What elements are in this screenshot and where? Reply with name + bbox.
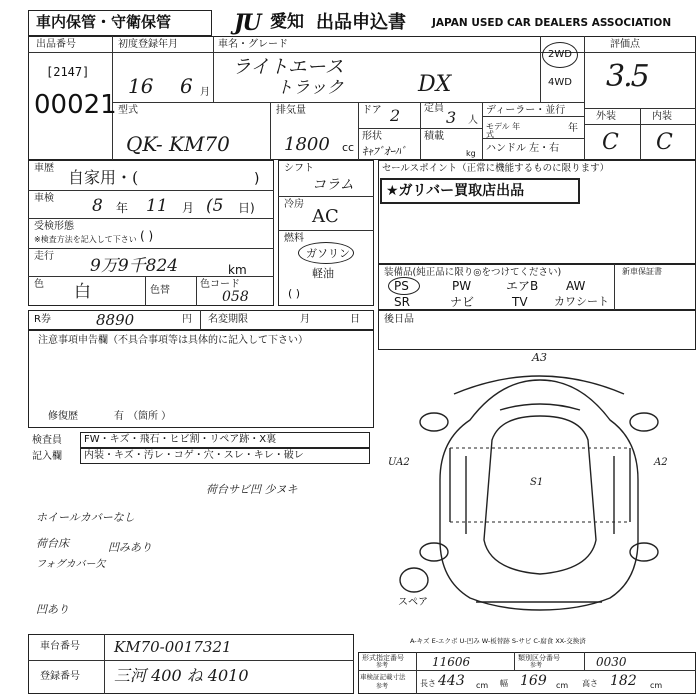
mileage-unit: km — [228, 263, 247, 277]
method-label: 受検形態 — [34, 221, 74, 232]
note-rust: 荷台サビ凹 少ヌキ — [206, 483, 298, 496]
recycle-yen: 円 — [182, 314, 192, 325]
dims-label: 車検証記載寸法 — [360, 673, 406, 681]
note-2: 荷台床 — [36, 537, 69, 550]
inspector-text-2: 内装・キズ・汚レ・コゲ・穴・スレ・キレ・破レ — [84, 450, 304, 461]
equip-pw: PW — [452, 279, 472, 293]
recycle-value: 8890 — [96, 311, 135, 329]
inspection-year-unit: 年 — [116, 201, 129, 215]
aircon-value: AC — [312, 206, 339, 227]
displacement-label: 排気量 — [276, 105, 306, 116]
sales-point-label: セールスポイント（正常に機能するものに限ります） — [382, 163, 610, 174]
note-3: フォグカバー欠 — [36, 559, 106, 570]
handle-label: ハンドル 左・右 — [486, 143, 560, 154]
interior-grade: C — [656, 130, 673, 155]
logo-aichi: 愛知 — [270, 12, 304, 32]
damage-ua2: UA2 — [388, 457, 410, 468]
color-value: 白 — [74, 282, 91, 302]
length-cm: cm — [476, 681, 489, 690]
registration-label: 登録番号 — [40, 671, 80, 682]
history-label: 車歴 — [34, 163, 54, 174]
color-code-label: 色コード — [200, 279, 240, 290]
reg-year: 16 — [128, 74, 154, 98]
first-reg-label: 初度登録年月 — [118, 39, 178, 50]
equip-navi: ナビ — [450, 295, 475, 309]
equip-leather: カワシート — [554, 295, 609, 308]
fuel-gasoline: ガソリン — [306, 247, 350, 260]
ju-logo: JU — [234, 10, 260, 36]
damage-a3: A3 — [532, 351, 547, 364]
class-no-label: 類別区分番号 — [518, 654, 560, 662]
lot-small: [2147] — [46, 65, 90, 79]
model-value: QK- KM70 — [126, 132, 230, 156]
lot-number: 00021 — [34, 90, 117, 120]
model-label: 型式 — [118, 105, 138, 116]
color-label: 色 — [34, 279, 44, 290]
aircon-label: 冷房 — [284, 199, 304, 210]
storage-label: 車内保管・守衛保管 — [36, 13, 172, 31]
recycle-block — [28, 310, 374, 330]
score-value: 3.5 — [606, 59, 648, 94]
deadline-day: 日 — [350, 314, 360, 325]
color-change-label: 色替 — [150, 285, 170, 296]
width-cm: cm — [556, 681, 569, 690]
drive-4wd: 4WD — [548, 77, 572, 88]
class-no-ref: 参考 — [530, 662, 543, 669]
drive-2wd-circle — [542, 42, 578, 68]
deadline-month: 月 — [300, 314, 310, 325]
fuel-paren: ( ) — [288, 287, 301, 300]
capacity-value: 3 — [446, 108, 457, 127]
person-unit: 人 — [468, 115, 478, 126]
spare-label: スペア — [398, 597, 428, 608]
repair-location: （箇所 ） — [128, 411, 172, 422]
shift-value: コラム — [312, 177, 354, 193]
reg-month: 6 — [180, 74, 193, 98]
history-value: 自家用・( — [68, 168, 139, 187]
fuel-diesel: 軽油 — [312, 267, 334, 280]
deadline-label: 名変期限 — [208, 314, 248, 325]
after-install-label: 後日品 — [384, 314, 414, 325]
exterior-label: 外装 — [596, 111, 616, 122]
equip-airbag: エアB — [506, 279, 539, 293]
shape-value: ｷｬﾌﾞｵｰﾊﾞ — [362, 145, 406, 158]
repair-label: 修復歴 — [48, 411, 78, 422]
height-label: 高さ — [582, 679, 598, 688]
height-value: 182 — [610, 673, 637, 689]
type-no-label: 形式指定番号 — [362, 654, 404, 662]
car-name-label: 車名・グレード — [218, 39, 288, 50]
car-grade: DX — [418, 72, 452, 97]
dealer-label: ディーラー・並行 — [486, 105, 566, 116]
equip-ps-circle — [388, 277, 420, 295]
fuel-label: 燃料 — [284, 233, 304, 244]
inspector-label-2: 記入欄 — [32, 451, 62, 462]
association-name: JAPAN USED CAR DEALERS ASSOCIATION — [432, 17, 672, 29]
cc-unit: cc — [342, 141, 355, 154]
width-value: 169 — [520, 673, 547, 689]
type-no: 11606 — [432, 655, 471, 669]
doors-value: 2 — [390, 106, 401, 125]
registration-value: 三河 400 ね 4010 — [114, 666, 249, 685]
lot-label: 出品番号 — [36, 39, 76, 50]
damage-legend: A-キズ E-エクボ U-凹み W-板替跡 S-サビ C-腐食 XX-交換済 — [410, 637, 586, 645]
interior-label: 内装 — [652, 111, 672, 122]
dims-ref: 参考 — [376, 683, 389, 690]
capacity-label: 定員 — [424, 103, 444, 114]
displacement-value: 1800 — [284, 134, 330, 155]
height-cm: cm — [650, 681, 663, 690]
inspection-month: 11 — [146, 196, 168, 216]
color-code: 058 — [222, 289, 249, 305]
equip-aw: AW — [566, 279, 586, 293]
inspector-text-1: FW・キズ・飛石・ヒビ割・リペア跡・X裏 — [84, 434, 277, 445]
chassis-value: KM70-0017321 — [114, 638, 232, 656]
history-close: ) — [254, 171, 260, 187]
note-5: 凹あり — [36, 603, 69, 616]
fuel-gasoline-circle — [298, 242, 354, 264]
form-title: 出品申込書 — [316, 12, 406, 33]
doors-label: ドア — [362, 105, 382, 116]
shift-label: シフト — [284, 163, 314, 174]
new-warranty-label: 新車保証書 — [622, 267, 662, 276]
sales-point-block — [378, 160, 696, 264]
equip-sr: SR — [394, 295, 410, 309]
method-paren: ( ) — [140, 229, 154, 243]
length-value: 443 — [438, 673, 465, 689]
car-name: ライトエース — [232, 56, 344, 78]
type-no-ref: 参考 — [376, 662, 389, 669]
kg-unit: kg — [466, 149, 476, 158]
width-label: 幅 — [500, 679, 508, 688]
class-no: 0030 — [596, 655, 627, 669]
damage-a2: A2 — [654, 457, 668, 468]
year-unit: 年 — [568, 123, 578, 134]
inspection-month-unit: 月 — [182, 201, 195, 215]
mileage-value: 9万9千824 — [90, 256, 179, 276]
notes-label: 注意事項申告欄（不具合事項等は具体的に記入して下さい） — [38, 335, 308, 346]
equip-ps: PS — [394, 279, 409, 293]
model-year-label: モデル 年式 — [486, 122, 521, 139]
inspector-label-1: 検査員 — [32, 435, 62, 446]
length-label: 長さ — [420, 679, 436, 688]
repair-value: 有 — [114, 411, 124, 422]
inspection-day: (5 — [206, 196, 224, 216]
mileage-label: 走行 — [34, 251, 54, 262]
chassis-label: 車台番号 — [40, 641, 80, 652]
car-type: トラック — [276, 78, 344, 98]
inspection-label: 車検 — [34, 193, 54, 204]
load-label: 積載 — [424, 131, 444, 142]
equipment-label: 装備品(純正品に限り◎をつけてください) — [384, 267, 562, 278]
inspection-year: 8 — [92, 196, 103, 216]
shape-label: 形状 — [362, 131, 382, 142]
method-note: ※検査方法を記入して下さい — [34, 235, 137, 244]
reg-month-unit: 月 — [200, 87, 210, 98]
score-label: 評価点 — [610, 39, 640, 50]
inspection-day-unit: 日) — [238, 201, 255, 215]
exterior-grade: C — [602, 130, 619, 155]
note-2b: 凹みあり — [108, 541, 152, 554]
equip-tv: TV — [512, 295, 528, 309]
recycle-label: R券 — [34, 314, 51, 325]
note-1: ホイールカバーなし — [36, 511, 135, 524]
damage-s1: S1 — [530, 477, 544, 488]
drive-2wd: 2WD — [548, 49, 572, 60]
sales-banner: ★ガリバー買取店出品 — [386, 183, 525, 199]
